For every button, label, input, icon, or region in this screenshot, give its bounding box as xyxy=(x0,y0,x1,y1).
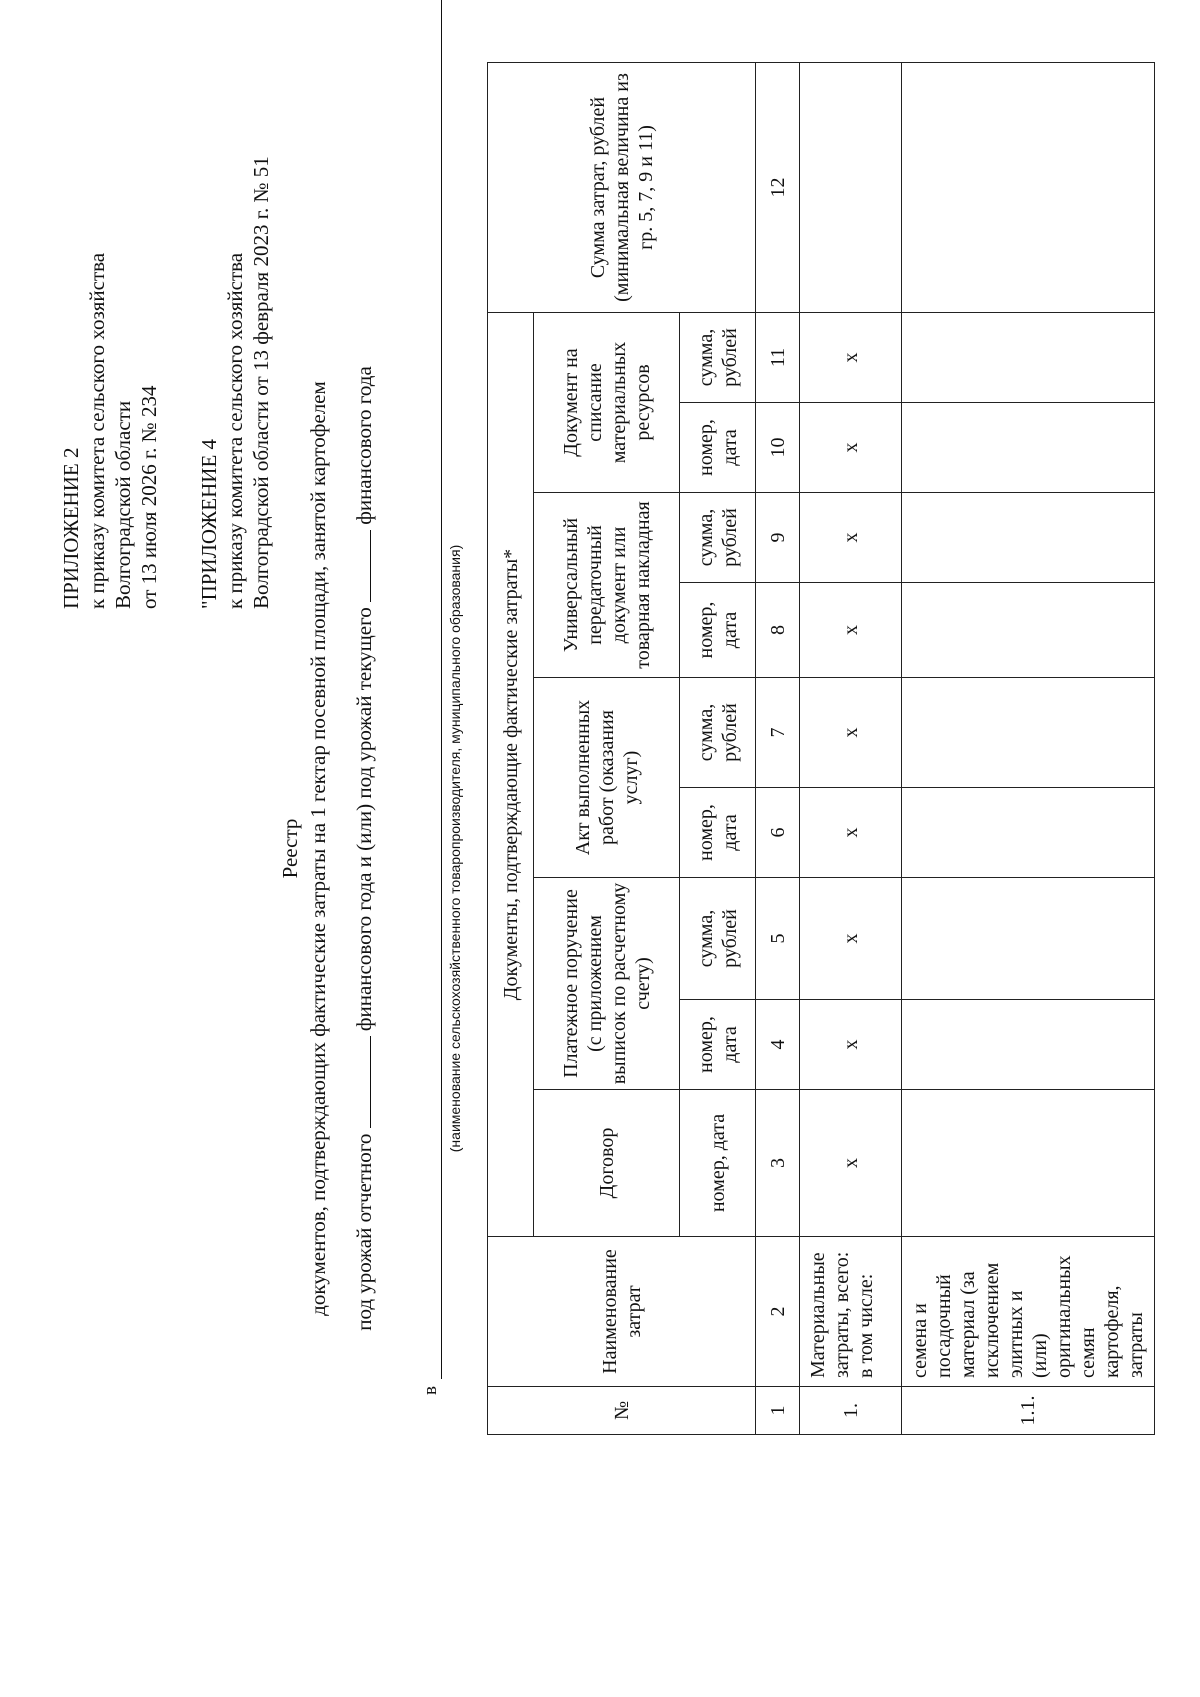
table-cell xyxy=(902,878,1155,1000)
table-cell xyxy=(902,403,1155,493)
appendix-header-line: к приказу комитета сельского хозяйства xyxy=(85,252,109,609)
table-cell xyxy=(902,583,1155,678)
table-cell xyxy=(902,1000,1155,1090)
table-cell xyxy=(902,63,1155,313)
subheader-number-date: номер, дата xyxy=(680,403,756,493)
subheader-number-date: номер, дата xyxy=(680,1000,756,1090)
column-number: 8 xyxy=(756,583,800,678)
table-cell xyxy=(800,63,902,313)
table-cell xyxy=(902,1090,1155,1237)
harvest-text-2: финансового года и (или) под урожай текущего xyxy=(352,607,376,1032)
subheader-number-date: номер, дата xyxy=(680,583,756,678)
table-cell: х xyxy=(800,1000,902,1090)
harvest-year-line xyxy=(352,0,377,1697)
producer-name-line xyxy=(441,0,442,1379)
table-cell: х xyxy=(800,788,902,878)
column-header-documents-group: Документы, подтверждающие фактические затраты* xyxy=(488,313,534,1237)
previous-appendix-header xyxy=(196,156,274,609)
subheader-number-date: номер, дата xyxy=(680,1090,756,1237)
table-cell xyxy=(902,493,1155,583)
previous-appendix-header-line: "ПРИЛОЖЕНИЕ 4 xyxy=(197,438,221,609)
table-cell xyxy=(902,678,1155,788)
table-cell xyxy=(902,788,1155,878)
table-cell: х xyxy=(800,493,902,583)
column-number: 7 xyxy=(756,678,800,788)
column-number: 3 xyxy=(756,1090,800,1237)
producer-name-caption: (наименование сельскохозяйственного товаропроизводителя, муниципального образования) xyxy=(447,544,463,1153)
table-cell: х xyxy=(800,403,902,493)
harvest-text-3: финансового года xyxy=(352,366,376,525)
column-header-cost-name: Наименование затрат xyxy=(488,1237,756,1387)
table-cell: х xyxy=(800,1090,902,1237)
column-header-contract: Договор xyxy=(534,1090,680,1237)
column-header-total-sum: Сумма затрат, рублей (минимальная величина из гр. 5, 7, 9 и 11) xyxy=(488,63,756,313)
row-number: 1.1. xyxy=(902,1387,1155,1435)
table-row xyxy=(800,63,902,1435)
column-number-row xyxy=(756,63,800,1435)
row-cost-name: Материальные затраты, всего: в том числе: xyxy=(800,1237,902,1387)
document-subtitle: документов, подтверждающих фактические затраты на 1 гектар посевной площади, занятой картофелем xyxy=(306,381,330,1316)
column-header-number: № xyxy=(488,1387,756,1435)
column-number: 5 xyxy=(756,878,800,1000)
row-number: 1. xyxy=(800,1387,902,1435)
subheader-sum-rub: сумма, рублей xyxy=(680,493,756,583)
column-number: 1 xyxy=(756,1387,800,1435)
subheader-sum-rub: сумма, рублей xyxy=(680,678,756,788)
column-number: 9 xyxy=(756,493,800,583)
table-cell: х xyxy=(800,878,902,1000)
table-cell xyxy=(902,313,1155,403)
table-cell: х xyxy=(800,583,902,678)
column-number: 4 xyxy=(756,1000,800,1090)
table-row xyxy=(902,63,1155,1435)
registry-table xyxy=(487,62,1155,1435)
appendix-header xyxy=(58,253,162,609)
subheader-number-date: номер, дата xyxy=(680,788,756,878)
appendix-header-line: Волгоградской области xyxy=(111,400,135,609)
column-number: 11 xyxy=(756,313,800,403)
column-number: 2 xyxy=(756,1237,800,1387)
column-header-upd: Универсальный передаточный документ или товарная накладная xyxy=(534,493,680,678)
column-number: 12 xyxy=(756,63,800,313)
column-number: 10 xyxy=(756,403,800,493)
previous-appendix-header-line: Волгоградской области от 13 февраля 2023 г. № 51 xyxy=(249,156,273,609)
table-cell: х xyxy=(800,313,902,403)
reporting-year-blank xyxy=(353,1036,371,1128)
current-year-blank xyxy=(353,530,371,602)
column-header-write-off: Документ на списание материальных ресурсов xyxy=(534,313,680,493)
column-header-work-act: Акт выполненных работ (оказания услуг) xyxy=(534,678,680,878)
column-number: 6 xyxy=(756,788,800,878)
appendix-header-line: от 13 июля 2026 г. № 234 xyxy=(137,385,161,609)
subheader-sum-rub: сумма, рублей xyxy=(680,878,756,1000)
subheader-sum-rub: сумма, рублей xyxy=(680,313,756,403)
document-title: Реестр xyxy=(278,818,302,879)
harvest-text-1: под урожай отчетного xyxy=(352,1133,376,1331)
column-header-payment-order: Платежное поручение (с приложением выписок по расчетному счету) xyxy=(534,878,680,1090)
previous-appendix-header-line: к приказу комитета сельского хозяйства xyxy=(223,252,247,609)
table-header-row xyxy=(488,63,534,1435)
producer-prefix: в xyxy=(420,1386,441,1395)
table-cell: х xyxy=(800,678,902,788)
appendix-header-line: ПРИЛОЖЕНИЕ 2 xyxy=(59,447,83,609)
row-cost-name: семена и посадочный материал (за исключением элитных и (или) оригинальных семян картофеля, затраты xyxy=(902,1237,1155,1387)
